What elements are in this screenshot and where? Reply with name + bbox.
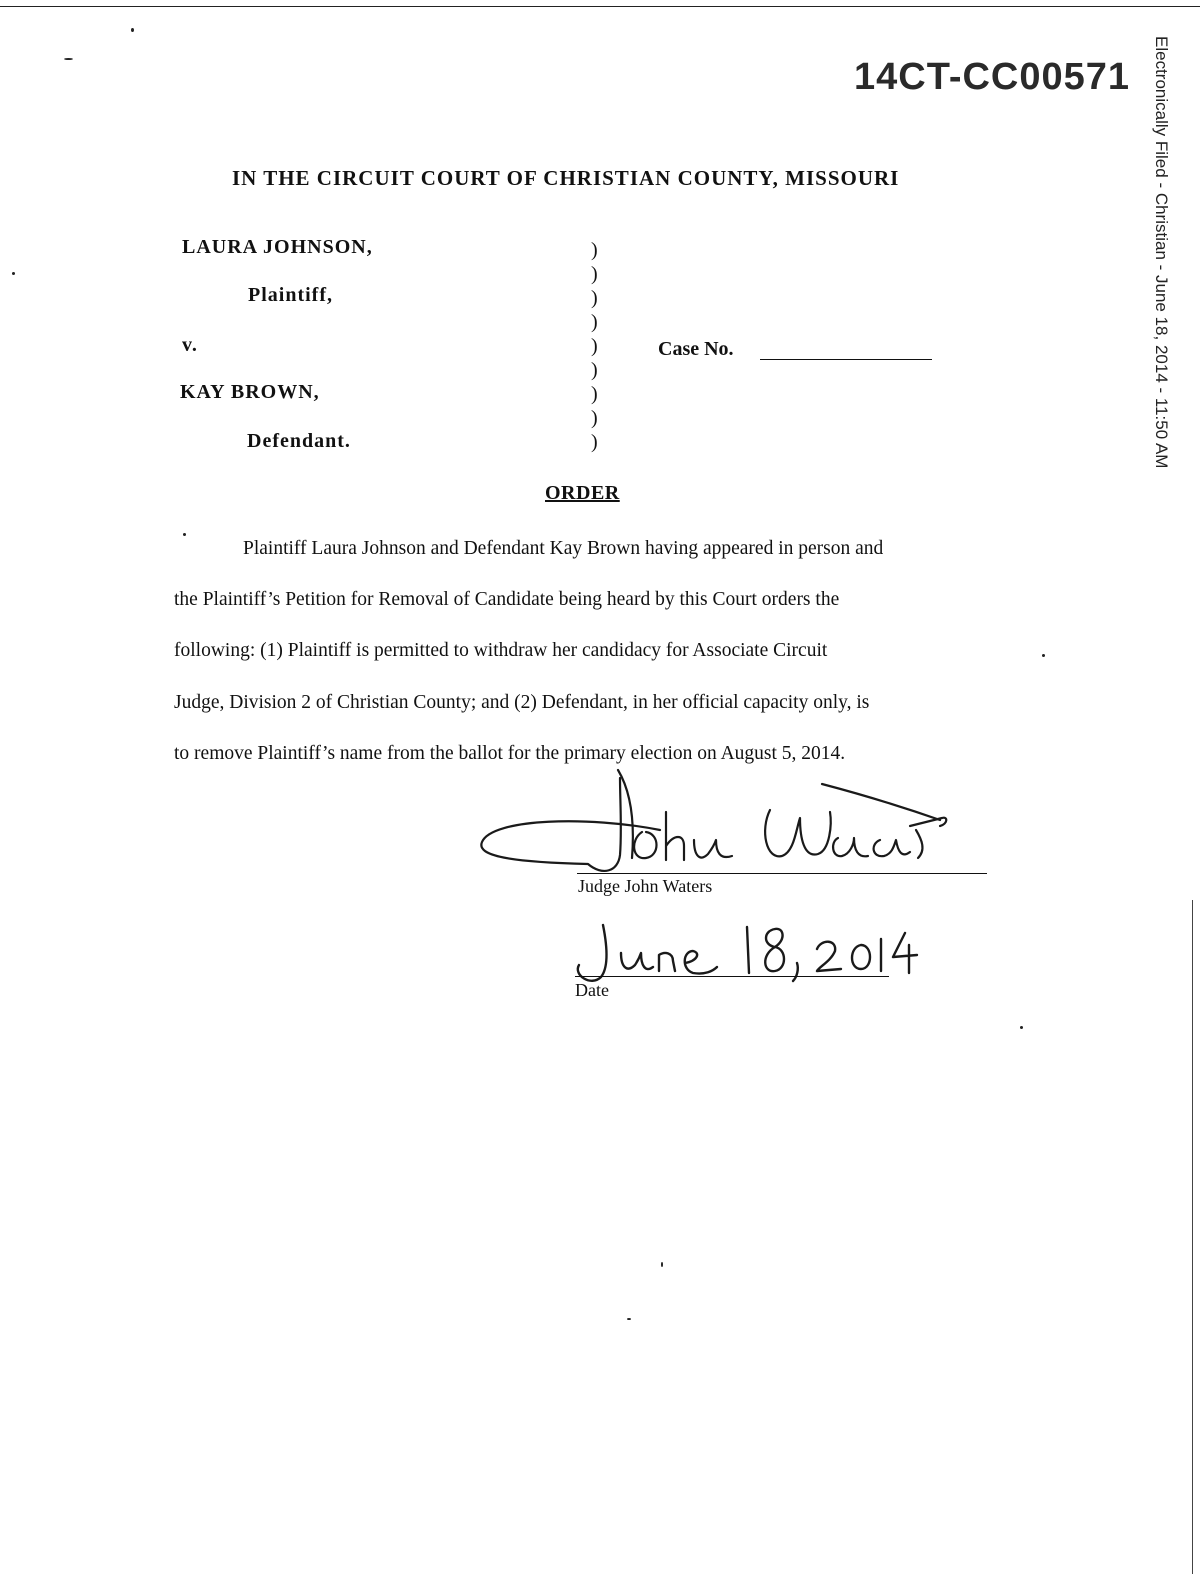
- scan-speck: [627, 1318, 631, 1320]
- order-line: Plaintiff Laura Johnson and Defendant Kay Brown having appeared in person and: [243, 538, 884, 559]
- versus-label: v.: [182, 334, 198, 356]
- plaintiff-name: LAURA JOHNSON,: [182, 236, 373, 258]
- order-line: Judge, Division 2 of Christian County; and (2) Defendant, in her official capacity only, is: [174, 692, 870, 713]
- efile-notice: Electronically Filed - Christian - June 18, 2014 - 11:50 AM: [1152, 36, 1171, 469]
- date-line: [575, 976, 889, 977]
- defendant-name: KAY BROWN,: [180, 381, 320, 403]
- handwritten-date: [565, 915, 925, 990]
- order-line: the Plaintiff’s Petition for Removal of Candidate being heard by this Court orders the: [174, 589, 840, 610]
- scan-speck: [183, 533, 186, 536]
- plaintiff-role: Plaintiff,: [248, 284, 333, 306]
- scan-speck: [1020, 1026, 1023, 1029]
- case-no-blank: [760, 359, 932, 360]
- order-line: to remove Plaintiff’s name from the ballot for the primary election on August 5, 2014.: [174, 743, 846, 764]
- signature-line: [577, 873, 987, 874]
- scan-speck: [1042, 654, 1045, 657]
- scan-speck: [12, 272, 15, 275]
- scan-speck: [64, 58, 73, 60]
- caption-bracket: ) ) ) ) ) ) ) ) ): [591, 239, 598, 453]
- case-no-label: Case No.: [658, 338, 734, 360]
- scan-speck: [661, 1262, 663, 1267]
- page-right-edge: [1192, 900, 1193, 1574]
- order-heading: ORDER: [545, 482, 620, 504]
- judge-signature: [470, 760, 970, 890]
- signer-label: Judge John Waters: [578, 876, 713, 896]
- page-top-edge: [0, 6, 1200, 7]
- case-number-stamp: 14CT-CC00571: [854, 56, 1131, 98]
- scan-speck: [131, 28, 134, 32]
- court-title: IN THE CIRCUIT COURT OF CHRISTIAN COUNTY, MISSOURI: [232, 166, 900, 190]
- date-label: Date: [575, 980, 609, 1000]
- order-line: following: (1) Plaintiff is permitted to withdraw her candidacy for Associate Circuit: [174, 640, 828, 661]
- defendant-role: Defendant.: [247, 430, 351, 452]
